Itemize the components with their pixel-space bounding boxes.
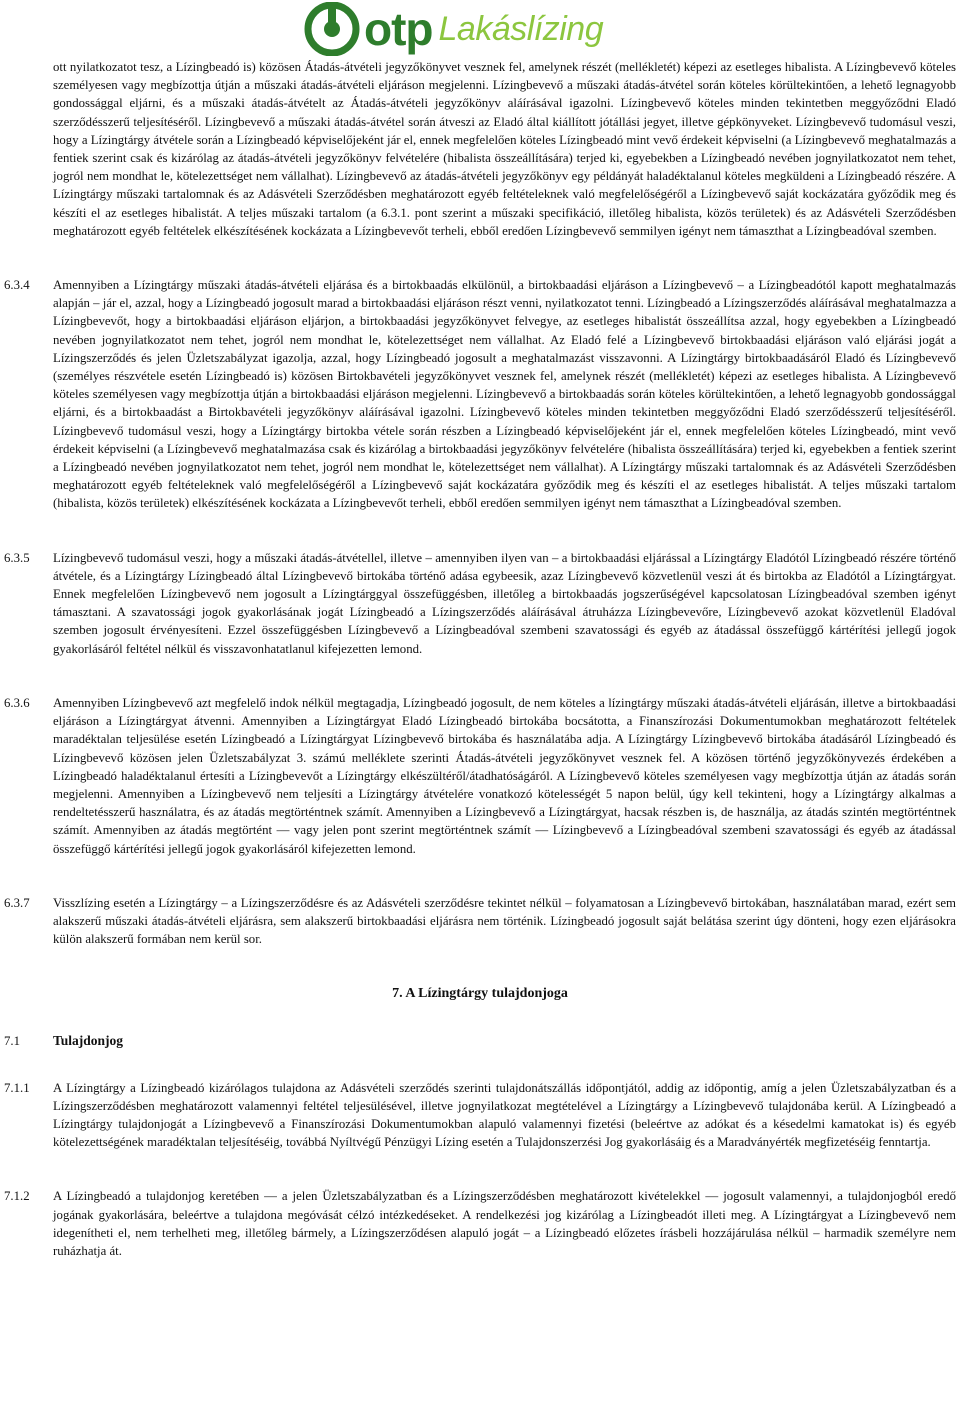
section-7-1 [0, 1032, 960, 1050]
section-6-3-7 [0, 894, 960, 949]
paragraph-continuation: ott nyilatkozatot tesz, a Lízingbeadó is) közösen Átadás-átvételi jegyzőkönyvet vesznek fel, amelynek részét (mellékletét) képezi az esetleges hibalista. A Lízingbevevő köteles személyesen vagy megbízottja útján a műszaki átadás-átvételi eljáráson megjelenni. Lízingbevevő a műszaki átadás-átvétel során köteles körültekintően, a lehető legnagyobb gondossággal eljárni, és a műszaki átadás-átvételt az Átadás-átvételi jegyzőkönyv aláírásával igazolni. Lízingbevevő köteles minden tekintetben meggyőződni Eladó szerződésszerű teljesítéséről. Lízingbevevő a műszaki átadás-átvétel során átveszi az Eladó által kiállított jótállási jegyet, illetve gépkönyveket. Lízingbevevő tudomásul veszi, hogy a Lízingtárgy átvétele során a Lízingbeadó képviselőjeként jár el, ennek megfelelően köteles Lízingbeadó mint vevő érdekeit képviselni (a Lízingbevevő meghatalmazás a fentiek szerint csak és kizárólag az átadás-átvételi jegyzőkönyv felvételére (hibalista összeállítására) terjed ki, egyebekben a Lízingbeadó nevében jognyilatkozatot nem tehet, jogról nem mondhat le, kötelezettséget nem vállalhat). Lízingbevevő az átadás-átvételi jegyzőkönyv egy példányát haladéktalanul köteles megküldeni a Lízingbeadó részére. A Lízingtárgy műszaki tartalomnak és az Adásvételi Szerződésben meghatározott egyéb feltételeknek való megfelelőségéről a Lízingbevevő saját kockázatára győződik meg és készíti el az esetleges hibalistát. A teljes műszaki tartalom (a 6.3.1. pont szerint a műszaki specifikáció, illetőleg hibalista, közös területek) és az Adásvételi Szerződésben meghatározott egyéb feltételek elkészítésének kockázata a Lízingbevevőt terheli, ebből eredően Lízingbevevő semmilyen igényt nem támaszthat a Lízingbeadóval szemben. [53, 60, 956, 238]
section-text: A Lízingtárgy a Lízingbeadó kizárólagos tulajdona az Adásvételi szerződés szerinti tulajdonátszállás időpontjától, addig az időpontig, amíg a jelen Üzletszabályzatban és a Lízingszerződésben meghatározott valamennyi feltétel teljesülésével, illetve jognyilatkozat megtételével a Lízingtárgy a Lízingbevevő tulajdonába kerül. A Lízingbeadó a Lízingtárgy tulajdonjogát a Lízingbevevő a Finanszírozási Dokumentumokban alapuló valamennyi fizetési (beleértve az adókat és a késedelmi kamatokat is) és egyéb kötelezettségének maradéktalan teljesítéséig, továbbá Nyíltvégű Pénzügyi Lízing esetén a Tulajdonszerzési Jog gyakorlásáig és a Maradványérték megfizetéséig fenntartja. [53, 1080, 956, 1150]
logo-main-text: otp [364, 3, 433, 55]
otp-bank-emblem-icon [304, 2, 360, 56]
section-6-3-5 [0, 549, 960, 658]
section-6-3-6 [0, 694, 960, 858]
section-text: Visszlízing esetén a Lízingtárgy – a Lízingszerződésre és az Adásvételi szerződésre tekintet nélkül – folyamatosan a Lízingbevevő birtokában, használatában marad, ezért sem alakszerű műszaki átadás-átvételi eljárásra, sem alakszerű birtokbaadási eljárásra nem történik. Lízingbeadó jogosult saját belátása szerint úgy dönteni, hogy ezen eljárásokra külön alakszerű formában nem kerül sor. [53, 895, 956, 947]
section-7-1-2 [0, 1187, 960, 1260]
section-6-3-4 [0, 276, 960, 513]
section-number: 6.3.7 [4, 895, 30, 910]
section-number: 7.1.1 [4, 1080, 30, 1095]
section-text: Amennyiben Lízingbevevő azt megfelelő indok nélkül megtagadja, Lízingbeadó jogosult, de nem köteles a lízingtárgy műszaki átadás-átvételi eljárásán, illetve a birtokbaadási eljáráson a Lízingtárgyat átvenni. Amennyiben a Lízingtárgyat Eladó Lízingbeadó birtokába bocsátotta, a Finanszírozási Dokumentumokban meghatározott feltételek maradéktalan teljesülése esetén Lízingbeadó a Lízingtárgyat Lízingbevevő birtokába és használatába adja. A Lízingtárgy Lízingbevevő birtokába átadásáról Lízingbeadó és Lízingbevevő közösen jelen Üzletszabályzat 3. számú melléklete szerinti Átadás-átvételi jegyzőkönyvet vesznek fel. A közösen történő jegyzőkönyvezés érdekében a Lízingbeadó haladéktalanul értesíti a Lízingbevevőt a Lízingtárgy elkészültéről/átadhatóságáról. A Lízingbevevő köteles személyesen vagy megbízottja útján az átadás során megjelenni. Amennyiben a Lízingbevevő nem teljesíti a Lízingtárgy átvételére vonatkozó kötelességét 5 napon belül, úgy kell tekinteni, hogy a Lízingtárgy alkalmas a rendeltetésszerű használatra, és az átadás megtörténtnek számít. Amennyiben a Lízingbevevő a Lízingtárgyat, hacsak részben is, de használja, az átadás szintén megtörténtnek számít. Amennyiben az átadás megtörtént — vagy jelen pont szerint megtörténtnek számít — Lízingbevevő a Lízingbeadóval szembeni szavatossági és egyéb az átadással összefüggő kártérítési jellegű jogok gyakorlásáról kifejezetten lemond. [53, 695, 956, 856]
otp-lakaslizing-logo [304, 2, 603, 56]
chapter-heading: 7. A Lízingtárgy tulajdonjoga [392, 986, 568, 1002]
section-text: Lízingbevevő tudomásul veszi, hogy a műszaki átadás-átvétellel, illetve – amennyiben ilyen van – a birtokbaadási eljárással a Lízingtárgy Eladótól Lízingbeadó részére történő átvétele, és a Lízingtárgy Lízingbeadó által Lízingbevevő birtokába történő adása egybeesik, azaz Lízingbevevő közvetlenül veszi át és birtokba az Eladótól a Lízingtárgyat. Ennek megfelelően Lízingbevevő nem jogosult a Lízingtárggyal összefüggésben, illetőleg a birtokbaadás jogszerűségével kapcsolatosan Lízingbeadóval szemben igényt támasztani. A szavatossági jogok gyakorlásának jogát Lízingbeadó a Lízingszerződés aláírásával átruházza Lízingbevevőre, Lízingbevevő azokat közvetlenül Eladóval szemben jogosult érvényesíteni. Ezzel összefüggésben Lízingbevevő a Lízingbeadóval szembeni szavatossági és egyéb az átadással összefüggő kártérítési jellegű jogok gyakorlásáról feltétel nélkül és visszavonhatatlanul kifejezetten lemond. [53, 550, 956, 656]
section-number: 6.3.5 [4, 550, 30, 565]
section-text: Amennyiben a Lízingtárgy műszaki átadás-átvételi eljárása és a birtokbaadás elkülönül, a birtokbaadási eljáráson a Lízingbevevő – a Lízingbeadótól kapott meghatalmazás alapján – jár el, azzal, hogy a Lízingbeadó jogosult marad a birtokbaadási eljáráson részt venni, nyilatkozatot tenni. Lízingbeadó a Lízingszerződés aláírásával meghatalmazza a Lízingbevevőt, hogy a birtokbaadási eljáráson eljárjon, a birtokbaadási jegyzőkönyvet felvegye, az esetleges hibalistát összeállítsa azzal, hogy egyebekben a Lízingbeadó nevében jognyilatkozatot nem tehet, jogról nem mondhat le, kötelezettséget nem vállalhat. Az Eladó felé a Lízingbevevő birtokbaadási eljáráson való eljárási jogát a Lízingszerződés és jelen Üzletszabályzat igazolja, azzal, hogy Lízingbeadó jogosult a meghatalmazást visszavonni. A Lízingtárgy birtokbaadásáról Eladó és Lízingbevevő (személyes részvétele esetén Lízingbeadó is) közösen Birtokbavételi jegyzőkönyvet vesznek fel, amelynek részét (mellékletét) képezi az esetleges hibalista. A Lízingbevevő köteles személyesen vagy megbízottja útján a birtokbaadási eljáráson megjelenni. Lízingbevevő a birtokbaadás során köteles körültekintően, a lehető legnagyobb gondossággal eljárni, és a birtokbaadást a Birtokbavételi jegyzőkönyv aláírásával igazolni. Lízingbevevő köteles minden tekintetben meggyőződni Eladó szerződésszerű teljesítéséről. Lízingbevevő tudomásul veszi, hogy a Lízingtárgy birtokba vétele során részben a Lízingbeadó képviselőjeként jár el, ennek megfelelően köteles Lízingbeadó, mint vevő érdekeit képviselni (a Lízingbevevő meghatalmazása csak és kizárólag a birtokbaadási jegyzőkönyv felvételére (hibalista összeállítására) terjed ki, egyebekben a fentiek szerint a Lízingbeadó nevében jognyilatkozatot nem tehet, jogról nem mondhat le, kötelezettséget nem vállalhat). A Lízingtárgy műszaki tartalomnak és az Adásvételi Szerződésben meghatározott egyéb feltételeknek való megfelelőségéről a Lízingbevevő saját kockázatára győződik meg és készíti el az esetleges hibalistát. A teljes műszaki tartalom (hibalista, közös területek) elkészítésének kockázata a Lízingbevevőt terheli, ebből eredően semmilyen igényt nem támaszthat a Lízingbeadóval szemben. [53, 278, 956, 511]
logo-sub-text: Lakáslízing [438, 10, 604, 48]
section-number: 7.1 [4, 1034, 20, 1049]
section-text: A Lízingbeadó a tulajdonjog keretében — a jelen Üzletszabályzatban és a Lízingszerződésben meghatározott kivételekkel — jogosult valamennyi, a tulajdonjogból eredő jogának gyakorlására, beleértve a tulajdona megóvását célzó intézkedéseket. A rendelkezési jog kizárólag a Lízingbeadót illeti meg. A Lízingtárgyat a Lízingbevevő nem idegenítheti el, nem terhelheti meg, illetőleg bármely, a Lízingszerződésen alapuló jogát – a Lízingbeadó előzetes írásbeli hozzájárulása nélkül – harmadik személyre nem ruházhatja át. [53, 1189, 956, 1258]
section-7-1-1 [0, 1079, 960, 1152]
section-title: Tulajdonjog [53, 1033, 124, 1049]
section-number: 7.1.2 [4, 1189, 30, 1204]
section-number: 6.3.4 [4, 278, 30, 293]
page-header [0, 0, 960, 58]
section-number: 6.3.6 [4, 695, 30, 710]
document-body [0, 58, 960, 1260]
